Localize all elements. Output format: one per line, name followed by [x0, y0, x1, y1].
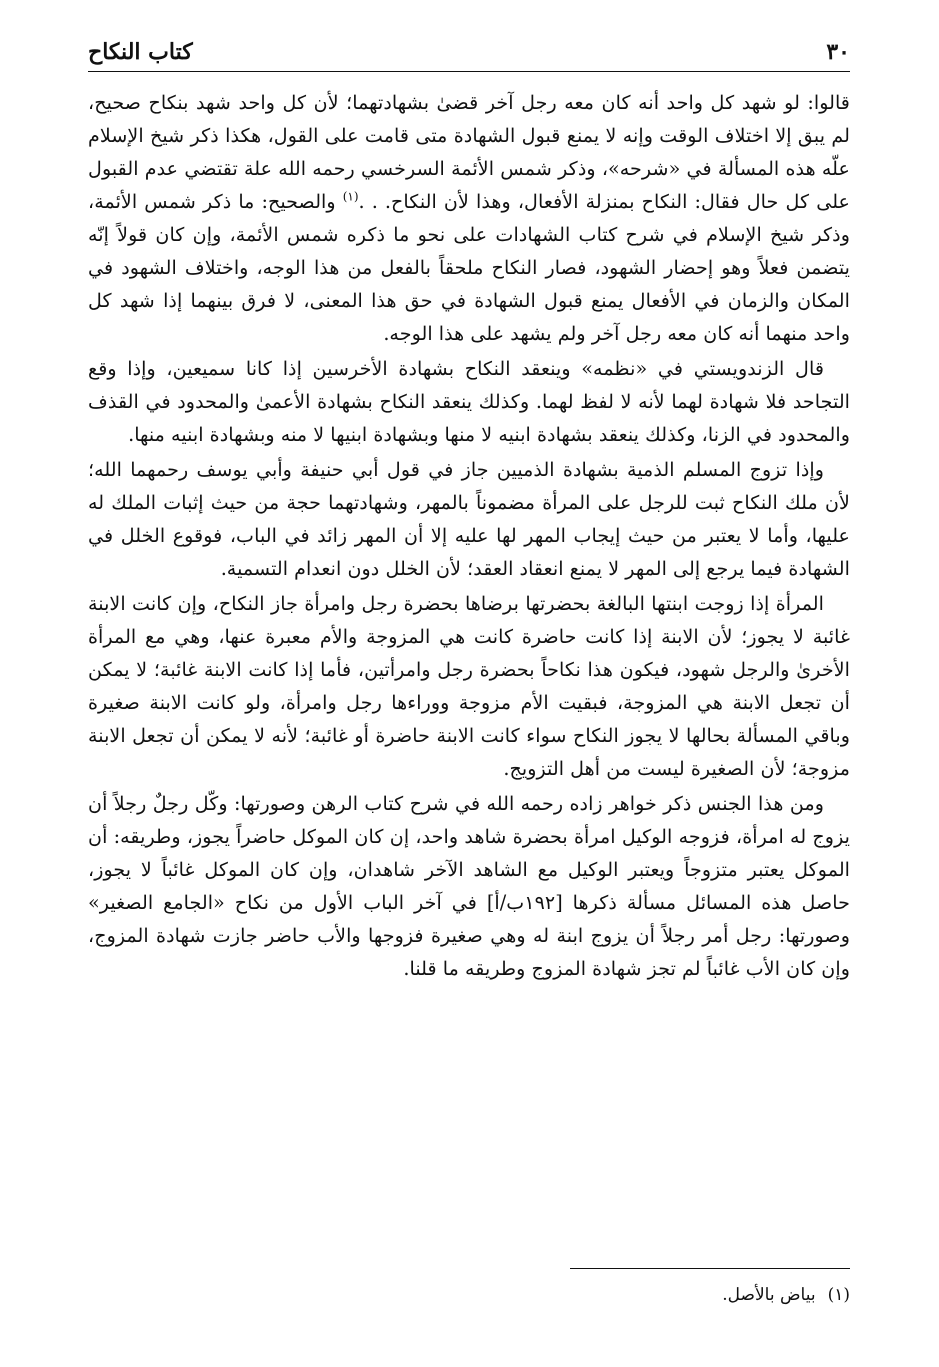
paragraph-3 [88, 453, 850, 585]
paragraph-1 [88, 86, 850, 350]
running-head [88, 28, 850, 72]
footnote-number: (١) [827, 1285, 850, 1305]
paragraph-text: المرأة إذا زوجت ابنتها البالغة بحضرتها برضاها بحضرة رجل وامرأة جاز النكاح، وإن كانت الابنة غائبة لا يجوز؛ لأن الابنة إذا كانت حاضرة كانت هي المزوجة والأم معبرة عنها، وهي مع المرأة الأخرىٰ والرجل شهود، فيكون هذا نكاحاً بحضرة رجل وامرأتين، فأما إذا كانت الابنة غائبة؛ لا يمكن أن تجعل الابنة هي المزوجة، فبقيت الأم مزوجة ووراءها رجل وامرأة، ولو كانت الابنة صغيرة وباقي المسألة بحالها لا يجوز النكاح سواء كانت الابنة حاضرة أو غائبة؛ لأنه لا يمكن أن تجعل الابنة مزوجة؛ لأن الصغيرة ليست من أهل التزويج. [88, 592, 850, 780]
footnote-text: بياض بالأصل. [722, 1285, 816, 1305]
book-title: كتاب النكاح [88, 39, 193, 65]
paragraph-2 [88, 352, 850, 451]
body-text [88, 86, 850, 985]
paragraph-text: والصحيح: ما ذكر شمس الأئمة، وذكر شيخ الإسلام في شرح كتاب الشهادات على نحو ما ذكره شمس الأئمة، وإن كان قولاً إنّه يتضمن فعلاً وهو إحضار الشهود، فصار النكاح ملحقاً بالفعل من هذا الوجه، واختلاف الشهود في المكان والزمان في الأفعال يمنع قبول الشهادة في حق هذا المعنى، لا فرق بينهما إذا شهد كل واحد منهما أنه كان معه رجل آخر ولم يشهد على هذا الوجه. [88, 190, 850, 345]
paragraph-text: قالوا: لو شهد كل واحد أنه كان معه رجل آخر قضىٰ بشهادتهما؛ لأن كل واحد شهد بنكاح صحيح، لم يبق إلا اختلاف الوقت وإنه لا يمنع قبول الشهادة متى قامت على القول، هكذا ذكر شيخ الإسلام علّه هذه المسألة في «شرحه»، وذكر شمس الأئمة السرخسي رحمه الله علة تقتضي عدم القبول على كل حال فقال: النكاح بمنزلة الأفعال، وهذا لأن النكاح. . . [88, 91, 850, 213]
footnote-reference[interactable]: (١) [342, 189, 359, 204]
footnote [722, 1282, 850, 1308]
paragraph-text: وإذا تزوج المسلم الذمية بشهادة الذميين جاز في قول أبي حنيفة وأبي يوسف رحمهما الله؛ لأن ملك النكاح ثبت للرجل على المرأة مضموناً بالمهر، وشهادتهما حجة من حيث إثبات الملك له عليها، وأما لا يعتبر من حيث إيجاب المهر لها عليه إلا أن المهر زائد في الباب، فوقوع الخلل في الشهادة فيما يرجع إلى المهر لا يمنع انعقاد العقد؛ لأن الخلل دون انعدام التسمية. [88, 458, 850, 580]
paragraph-text: ومن هذا الجنس ذكر خواهر زاده رحمه الله في شرح كتاب الرهن وصورتها: وكّل رجلٌ رجلاً أن يزوج له امرأة، فزوجه الوكيل امرأة بحضرة شاهد واحد، إن كان الموكل حاضراً يجوز، وطريقه: أن الموكل يعتبر متزوجاً ويعتبر الوكيل مع الشاهد الآخر شاهدان، وإن كان الموكل غائباً لا يجوز، حاصل هذه المسائل مسألة ذكرها [١٩٢ب/أ] في آخر الباب الأول من نكاح «الجامع الصغير» وصورتها: رجل أمر رجلاً أن يزوج ابنة له وهي صغيرة فزوجها والأب حاضر جازت شهادة المزوج، وإن كان الأب غائباً لم تجز شهادة المزوج وطريقه ما قلنا. [88, 792, 850, 980]
page-number: ٣٠ [826, 39, 850, 65]
footnote-separator [570, 1268, 850, 1269]
paragraph-4 [88, 587, 850, 785]
book-page [88, 28, 850, 1348]
paragraph-text: قال الزندويستي في «نظمه» وينعقد النكاح بشهادة الأخرسين إذا كانا سميعين، وإذا وقع التجاحد فلا شهادة لهما لأنه لا لفظ لهما. وكذلك ينعقد النكاح بشهادة الأعمىٰ والمحدود في القذف والمحدود في الزنا، وكذلك ينعقد بشهادة ابنيه لا منها وبشهادة ابنيها لا منه وبشهادة ابنيه منها. [88, 357, 850, 446]
paragraph-5 [88, 787, 850, 985]
